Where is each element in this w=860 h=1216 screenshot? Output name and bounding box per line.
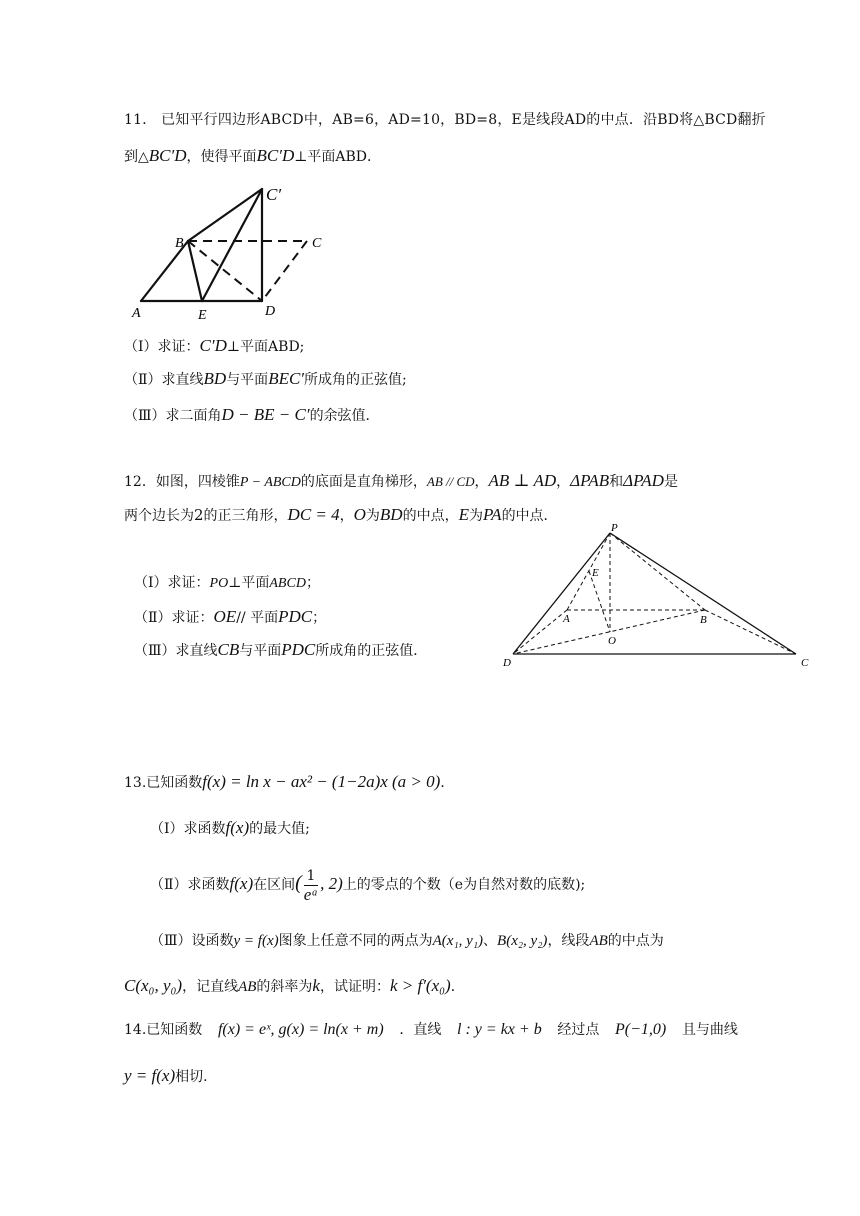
q11-text: （Ⅱ）求直线 <box>124 372 204 388</box>
q12-math: BD <box>379 505 403 524</box>
q12-text: ， <box>474 474 489 490</box>
q12-math: AB // CD <box>426 474 475 489</box>
q13-text: 上的零点的个数（e为自然对数的底数); <box>342 877 586 893</box>
q12-figure <box>500 520 820 670</box>
q12-label-c: C <box>801 657 809 669</box>
q11-text: （Ⅲ）求二面角 <box>124 408 222 424</box>
q14-text: 经过点 <box>557 1022 600 1038</box>
q12-part2 <box>134 607 326 628</box>
q13-math: A(x₁, y₁) <box>432 933 484 949</box>
q13-fraction-denominator: eᵃ <box>303 884 319 904</box>
q11-line1: 11． 已知平行四边形ABCD中，AB=6，AD=10，BD=8，E是线段AD的中点．沿BD将△BCD翻折 <box>124 112 766 128</box>
q13-math: k > f′(x₀) <box>389 976 451 995</box>
q12-math: PDC <box>278 607 313 626</box>
q13-text: （Ⅱ）求函数 <box>150 877 230 893</box>
q12-text: ； <box>305 575 320 591</box>
q12-edge-eo <box>589 571 610 632</box>
q13-math: f(x) <box>225 818 250 837</box>
q12-edge-bd <box>513 610 705 654</box>
q14-math: f(x) = eˣ, g(x) = ln(x + m) <box>217 1021 384 1038</box>
q11-math: D − BE − C′ <box>221 405 310 424</box>
q13-math: f(x) = ln x − ax² − (1−2a)x (a > 0) <box>202 772 441 791</box>
q14-text: ．直线 <box>399 1022 442 1038</box>
q14-text: 14.已知函数 <box>124 1022 203 1038</box>
q14-math: l : y = kx + b <box>457 1021 542 1038</box>
q11-text: （Ⅰ）求证： <box>124 339 200 355</box>
q14-line2 <box>124 1066 208 1087</box>
q12-math: ΔPAD <box>623 471 664 490</box>
q13-math: C(x₀, y₀) <box>124 976 183 995</box>
q12-text: ； <box>312 610 327 626</box>
q12-label-b: B <box>700 614 707 626</box>
q12-text: 两个边长为 <box>124 508 194 524</box>
q12-math: ΔPAB <box>570 471 610 490</box>
q12-text: 的中点， <box>402 508 459 524</box>
q11-math: BC′D <box>148 146 187 165</box>
q13-math: f(x) <box>229 874 254 893</box>
q11-part1 <box>124 336 304 357</box>
q11-text: 到△ <box>124 149 149 165</box>
q13-text: 、 <box>483 933 498 949</box>
q11-math: BEC′ <box>268 369 305 388</box>
q12-line2 <box>124 505 558 526</box>
q12-label-o: O <box>608 635 616 647</box>
q12-text: （Ⅱ）求证： <box>134 610 214 626</box>
q13-part2 <box>150 863 585 905</box>
q13-text: （Ⅲ）设函数 <box>150 933 234 949</box>
q12-label-e: E <box>592 567 599 579</box>
q14-line1 <box>124 1020 738 1040</box>
q13-math: y = f(x) <box>233 933 279 949</box>
q13-math: AB <box>238 979 257 995</box>
q12-text: （Ⅲ）求直线 <box>134 643 218 659</box>
q11-text: ⊥平面ABD; <box>226 339 305 355</box>
q11-label-a: A <box>132 306 141 321</box>
q11-math: BC′D <box>256 146 295 165</box>
q12-math: ABCD <box>269 576 306 591</box>
q11-line2 <box>124 146 381 167</box>
q14-text: 且与曲线 <box>681 1022 738 1038</box>
q11-edge-be <box>188 241 202 301</box>
q13-text: 13.已知函数 <box>124 775 203 791</box>
q12-text: 为 <box>468 508 483 524</box>
q12-math: PO <box>209 576 229 591</box>
q11-label-d: D <box>265 304 276 319</box>
q12-text: 所成角的正弦值． <box>315 643 428 659</box>
q12-text: 是 <box>663 474 678 490</box>
q13-math: B(x₂, y₂) <box>497 933 548 949</box>
q12-math: O <box>353 505 366 524</box>
q12-label-a: A <box>563 613 570 625</box>
q13-fraction <box>304 867 318 904</box>
q12-label-d: D <box>503 657 511 669</box>
q14-text: 相切. <box>175 1069 208 1085</box>
q12-text: 的底面是直角梯形， <box>300 474 427 490</box>
q11-edge-ec-prime <box>202 189 262 301</box>
q11-label-b: B <box>175 236 184 251</box>
q14-math: P(−1,0) <box>615 1021 667 1038</box>
q13-math: k <box>312 976 320 995</box>
q12-text: 与平面 <box>239 643 282 659</box>
q13-line4 <box>124 976 465 997</box>
q13-paren: ( <box>295 872 302 894</box>
q12-math: OE <box>213 607 237 626</box>
q12-text: ， <box>339 508 354 524</box>
q12-text: ⊥平面 <box>228 575 270 591</box>
q12-text: 和 <box>609 474 624 490</box>
q12-edge-pc <box>610 533 796 654</box>
q12-math: DC = 4 <box>287 505 340 524</box>
q13-text: 的斜率为 <box>256 979 313 995</box>
q11-label-c: C <box>312 236 322 251</box>
q11-text: ，使得平面 <box>186 149 257 165</box>
q12-text: 的正三角形， <box>203 508 288 524</box>
q11-math: C′D <box>199 336 227 355</box>
q13-text: （Ⅰ）求函数 <box>150 821 226 837</box>
q11-part3 <box>124 405 380 426</box>
q11-label-c-prime: C′ <box>266 185 282 204</box>
q12-math: E <box>458 505 469 524</box>
q12-line1 <box>124 471 678 493</box>
q13-text: ，线段 <box>547 933 590 949</box>
q13-math: AB <box>589 933 608 949</box>
q13-fraction-numerator: 1 <box>304 867 318 886</box>
q12-edge-pa <box>567 533 610 610</box>
q12-label-p: P <box>611 522 618 534</box>
q12-text: 为 <box>365 508 380 524</box>
q12-edge-pb <box>610 533 705 610</box>
q13-part1 <box>150 818 310 839</box>
q11-math: BD <box>203 369 227 388</box>
q13-text: 的最大值; <box>249 821 310 837</box>
q11-text: 所成角的正弦值; <box>304 372 407 388</box>
q11-edge-cd <box>262 241 307 301</box>
q12-text: ， <box>556 474 571 490</box>
q11-label-e: E <box>198 308 207 323</box>
q14-math: y = f(x) <box>124 1066 176 1085</box>
q12-text: （Ⅰ）求证： <box>134 575 210 591</box>
q13-text: ，记直线 <box>182 979 239 995</box>
q13-part3 <box>150 931 664 951</box>
q11-text: 的余弦值． <box>309 408 380 424</box>
q13-text: 的中点为 <box>607 933 664 949</box>
q13-text: ，试证明： <box>319 979 390 995</box>
q12-math: PA <box>482 505 502 524</box>
q13-text: ． <box>450 979 465 995</box>
q12-math: CB <box>217 640 240 659</box>
q12-math: PDC <box>281 640 316 659</box>
q11-part2 <box>124 369 407 390</box>
q12-part3 <box>134 640 427 661</box>
q11-figure <box>120 180 350 330</box>
q13-text: 在区间 <box>253 877 296 893</box>
q13-text: 图象上任意不同的两点为 <box>278 933 433 949</box>
q11-text: 与平面 <box>226 372 269 388</box>
q12-part1 <box>134 573 320 594</box>
q12-edge-pd <box>513 533 610 654</box>
q12-text: 的中点． <box>501 508 558 524</box>
q12-math: P − ABCD <box>239 475 301 490</box>
q13-line1 <box>124 772 454 793</box>
q12-num: 2 <box>194 506 204 524</box>
q13-math: , 2) <box>320 874 343 893</box>
q11-edge-bc-prime <box>188 189 262 241</box>
q11-text: ⊥平面ABD． <box>294 149 382 165</box>
q13-text: ． <box>440 775 455 791</box>
q12-text: // 平面 <box>236 610 279 626</box>
q12-edge-bc <box>705 610 796 654</box>
q12-text: 12．如图，四棱锥 <box>124 474 240 490</box>
q12-math: AB ⊥ AD <box>488 471 557 490</box>
